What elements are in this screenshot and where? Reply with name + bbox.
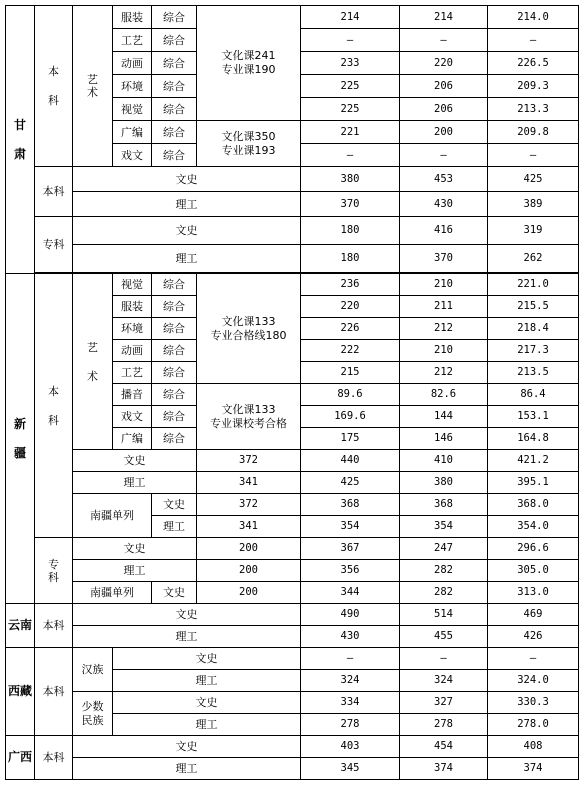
score-cell: 175 xyxy=(301,428,400,450)
score-cell: 324 xyxy=(400,670,488,692)
subject-cell: 文史 xyxy=(73,604,301,626)
score-cell: – xyxy=(400,144,488,167)
table-row xyxy=(6,626,579,648)
major-cell: 戏文 xyxy=(113,144,152,167)
subject-cell: 文史 xyxy=(73,450,197,472)
subject-cell: 文史 xyxy=(113,692,301,714)
subject-cell: 文史 xyxy=(73,736,301,758)
score-cell: 453 xyxy=(400,167,488,192)
subject-cell: 理工 xyxy=(113,670,301,692)
score-cell: 408 xyxy=(488,736,579,758)
nanjiang-label: 南疆单列 xyxy=(73,494,152,538)
score-cell: 225 xyxy=(301,98,400,121)
score-cell: 214 xyxy=(301,6,400,29)
major-cell: 服装 xyxy=(113,296,152,318)
score-cell: 164.8 xyxy=(488,428,579,450)
category-art: 艺 术 xyxy=(73,6,113,167)
score-cell: 146 xyxy=(400,428,488,450)
score-cell: 213.3 xyxy=(488,98,579,121)
admission-score-table xyxy=(5,5,579,780)
score-cell: 374 xyxy=(400,758,488,780)
table-row xyxy=(6,6,579,29)
score-cell: – xyxy=(400,29,488,52)
ethnic-group-minority: 少数 民族 xyxy=(73,692,113,736)
nanjiang-label: 南疆单列 xyxy=(73,582,152,604)
subject-cell: 理工 xyxy=(113,714,301,736)
control-line-cell: 200 xyxy=(197,560,301,582)
table-row xyxy=(6,167,579,192)
score-cell: 469 xyxy=(488,604,579,626)
score-cell: – xyxy=(488,648,579,670)
major-cell: 环境 xyxy=(113,318,152,340)
score-cell: 153.1 xyxy=(488,406,579,428)
control-line-cell: 370 xyxy=(301,192,400,217)
score-cell: 296.6 xyxy=(488,538,579,560)
level-cell: 本科 xyxy=(35,604,73,648)
score-cell: 395.1 xyxy=(488,472,579,494)
score-cell: 222 xyxy=(301,340,400,362)
score-cell: 313.0 xyxy=(488,582,579,604)
score-cell: 425 xyxy=(488,167,579,192)
subject-cell: 文史 xyxy=(73,217,301,245)
score-cell: 262 xyxy=(488,245,579,273)
score-cell: 206 xyxy=(400,98,488,121)
type-cell: 综合 xyxy=(152,296,197,318)
level-cell: 本科 xyxy=(35,167,73,217)
type-cell: 综合 xyxy=(152,6,197,29)
score-cell: 86.4 xyxy=(488,384,579,406)
major-cell: 环境 xyxy=(113,75,152,98)
type-cell: 综合 xyxy=(152,75,197,98)
subject-cell: 理工 xyxy=(73,560,197,582)
major-cell: 广编 xyxy=(113,121,152,144)
type-cell: 综合 xyxy=(152,406,197,428)
score-cell: 82.6 xyxy=(400,384,488,406)
score-cell: 213.5 xyxy=(488,362,579,384)
score-cell: 226.5 xyxy=(488,52,579,75)
score-cell: 210 xyxy=(400,274,488,296)
subject-cell: 理工 xyxy=(73,245,301,273)
score-cell: 389 xyxy=(488,192,579,217)
score-cell: 278.0 xyxy=(488,714,579,736)
score-cell: 368 xyxy=(400,494,488,516)
subject-cell: 理工 xyxy=(152,516,197,538)
score-cell: 233 xyxy=(301,52,400,75)
score-cell: 440 xyxy=(301,450,400,472)
level-benke: 本 科 xyxy=(35,6,73,167)
table-row xyxy=(6,736,579,758)
subject-cell: 文史 xyxy=(73,167,301,192)
subject-cell: 文史 xyxy=(152,494,197,516)
type-cell: 综合 xyxy=(152,384,197,406)
score-cell: 225 xyxy=(301,75,400,98)
control-line-cell: 341 xyxy=(197,516,301,538)
type-cell: 综合 xyxy=(152,144,197,167)
province-xizang: 西藏 xyxy=(6,648,35,736)
score-cell: 226 xyxy=(301,318,400,340)
subject-cell: 理工 xyxy=(73,472,197,494)
score-cell: 215.5 xyxy=(488,296,579,318)
score-cell: 210 xyxy=(400,340,488,362)
control-line-cell: 180 xyxy=(301,245,400,273)
score-cell: 221.0 xyxy=(488,274,579,296)
major-cell: 服装 xyxy=(113,6,152,29)
level-zhuanke: 专 科 xyxy=(35,538,73,604)
score-cell: 282 xyxy=(400,582,488,604)
score-cell: 454 xyxy=(400,736,488,758)
type-cell: 综合 xyxy=(152,121,197,144)
score-cell: 368 xyxy=(301,494,400,516)
table-row xyxy=(6,472,579,494)
major-cell: 工艺 xyxy=(113,362,152,384)
control-line-cell: 文化课133 专业课校考合格 xyxy=(197,384,301,450)
score-cell: 206 xyxy=(400,75,488,98)
type-cell: 综合 xyxy=(152,340,197,362)
score-cell: – xyxy=(301,648,400,670)
score-cell: 209.8 xyxy=(488,121,579,144)
score-cell: 236 xyxy=(301,274,400,296)
major-cell: 动画 xyxy=(113,52,152,75)
score-cell: 217.3 xyxy=(488,340,579,362)
table-row xyxy=(6,582,579,604)
subject-cell: 文史 xyxy=(73,538,197,560)
score-cell: 278 xyxy=(400,714,488,736)
score-cell: 425 xyxy=(301,472,400,494)
score-cell: 212 xyxy=(400,362,488,384)
score-cell: – xyxy=(301,29,400,52)
score-cell: 416 xyxy=(400,217,488,245)
category-art: 艺 术 xyxy=(73,274,113,450)
control-line-cell: 341 xyxy=(197,472,301,494)
control-line-cell: 345 xyxy=(301,758,400,780)
level-benke: 本 科 xyxy=(35,274,73,538)
score-cell: 354 xyxy=(301,516,400,538)
type-cell: 综合 xyxy=(152,52,197,75)
table-row xyxy=(6,450,579,472)
table-row xyxy=(6,538,579,560)
control-line-cell: 430 xyxy=(301,626,400,648)
score-cell: 220 xyxy=(400,52,488,75)
score-cell: 220 xyxy=(301,296,400,318)
major-cell: 工艺 xyxy=(113,29,152,52)
control-line-cell: 200 xyxy=(197,538,301,560)
type-cell: 综合 xyxy=(152,29,197,52)
type-cell: 综合 xyxy=(152,428,197,450)
score-cell: – xyxy=(400,648,488,670)
table-row xyxy=(6,604,579,626)
control-line-cell: 180 xyxy=(301,217,400,245)
province-gansu: 甘 肃 xyxy=(6,6,35,274)
score-cell: 421.2 xyxy=(488,450,579,472)
score-cell: 282 xyxy=(400,560,488,582)
score-cell: 324.0 xyxy=(488,670,579,692)
table-row xyxy=(6,274,579,296)
control-line-cell: 372 xyxy=(197,494,301,516)
score-cell: 334 xyxy=(301,692,400,714)
type-cell: 综合 xyxy=(152,274,197,296)
type-cell: 综合 xyxy=(152,362,197,384)
score-cell: 214 xyxy=(400,6,488,29)
subject-cell: 文史 xyxy=(113,648,301,670)
major-cell: 广编 xyxy=(113,428,152,450)
table-row xyxy=(6,217,579,245)
score-cell: 410 xyxy=(400,450,488,472)
score-cell: 211 xyxy=(400,296,488,318)
score-cell: 319 xyxy=(488,217,579,245)
score-cell: 209.3 xyxy=(488,75,579,98)
control-line-cell: 490 xyxy=(301,604,400,626)
type-cell: 综合 xyxy=(152,318,197,340)
score-cell: 89.6 xyxy=(301,384,400,406)
score-cell: 368.0 xyxy=(488,494,579,516)
control-line-cell: 文化课241 专业课190 xyxy=(197,6,301,121)
type-cell: 综合 xyxy=(152,98,197,121)
major-cell: 视觉 xyxy=(113,98,152,121)
score-cell: 247 xyxy=(400,538,488,560)
province-yunnan: 云南 xyxy=(6,604,35,648)
control-line-cell: 403 xyxy=(301,736,400,758)
score-cell: 455 xyxy=(400,626,488,648)
score-cell: 215 xyxy=(301,362,400,384)
subject-cell: 文史 xyxy=(152,582,197,604)
control-line-cell: 文化课133 专业合格线180 xyxy=(197,274,301,384)
score-cell: 426 xyxy=(488,626,579,648)
table-row xyxy=(6,648,579,670)
score-cell: 305.0 xyxy=(488,560,579,582)
score-cell: 200 xyxy=(400,121,488,144)
score-cell: 370 xyxy=(400,245,488,273)
control-line-cell: 380 xyxy=(301,167,400,192)
table-row xyxy=(6,692,579,714)
score-cell: 278 xyxy=(301,714,400,736)
score-cell: 356 xyxy=(301,560,400,582)
table-row xyxy=(6,560,579,582)
score-cell: 144 xyxy=(400,406,488,428)
score-cell: 330.3 xyxy=(488,692,579,714)
score-cell: 514 xyxy=(400,604,488,626)
table-row xyxy=(6,758,579,780)
score-cell: 214.0 xyxy=(488,6,579,29)
level-cell: 本科 xyxy=(35,648,73,736)
level-cell: 本科 xyxy=(35,736,73,780)
control-line-cell: 200 xyxy=(197,582,301,604)
score-cell: 380 xyxy=(400,472,488,494)
score-cell: – xyxy=(301,144,400,167)
control-line-cell: 文化课350 专业课193 xyxy=(197,121,301,167)
table-row xyxy=(6,245,579,273)
score-cell: 169.6 xyxy=(301,406,400,428)
score-cell: 367 xyxy=(301,538,400,560)
major-cell: 戏文 xyxy=(113,406,152,428)
score-cell: 212 xyxy=(400,318,488,340)
subject-cell: 理工 xyxy=(73,626,301,648)
score-cell: 354.0 xyxy=(488,516,579,538)
province-xinjiang: 新 疆 xyxy=(6,274,35,604)
subject-cell: 理工 xyxy=(73,192,301,217)
score-cell: 374 xyxy=(488,758,579,780)
score-cell: – xyxy=(488,29,579,52)
province-guangxi: 广西 xyxy=(6,736,35,780)
score-cell: 221 xyxy=(301,121,400,144)
control-line-cell: 372 xyxy=(197,450,301,472)
ethnic-group-han: 汉族 xyxy=(73,648,113,692)
table-row xyxy=(6,192,579,217)
score-cell: – xyxy=(488,144,579,167)
score-cell: 218.4 xyxy=(488,318,579,340)
major-cell: 视觉 xyxy=(113,274,152,296)
score-cell: 324 xyxy=(301,670,400,692)
score-cell: 354 xyxy=(400,516,488,538)
score-cell: 344 xyxy=(301,582,400,604)
major-cell: 动画 xyxy=(113,340,152,362)
table-row xyxy=(6,494,579,516)
score-cell: 430 xyxy=(400,192,488,217)
major-cell: 播音 xyxy=(113,384,152,406)
level-cell: 专科 xyxy=(35,217,73,273)
subject-cell: 理工 xyxy=(73,758,301,780)
score-cell: 327 xyxy=(400,692,488,714)
